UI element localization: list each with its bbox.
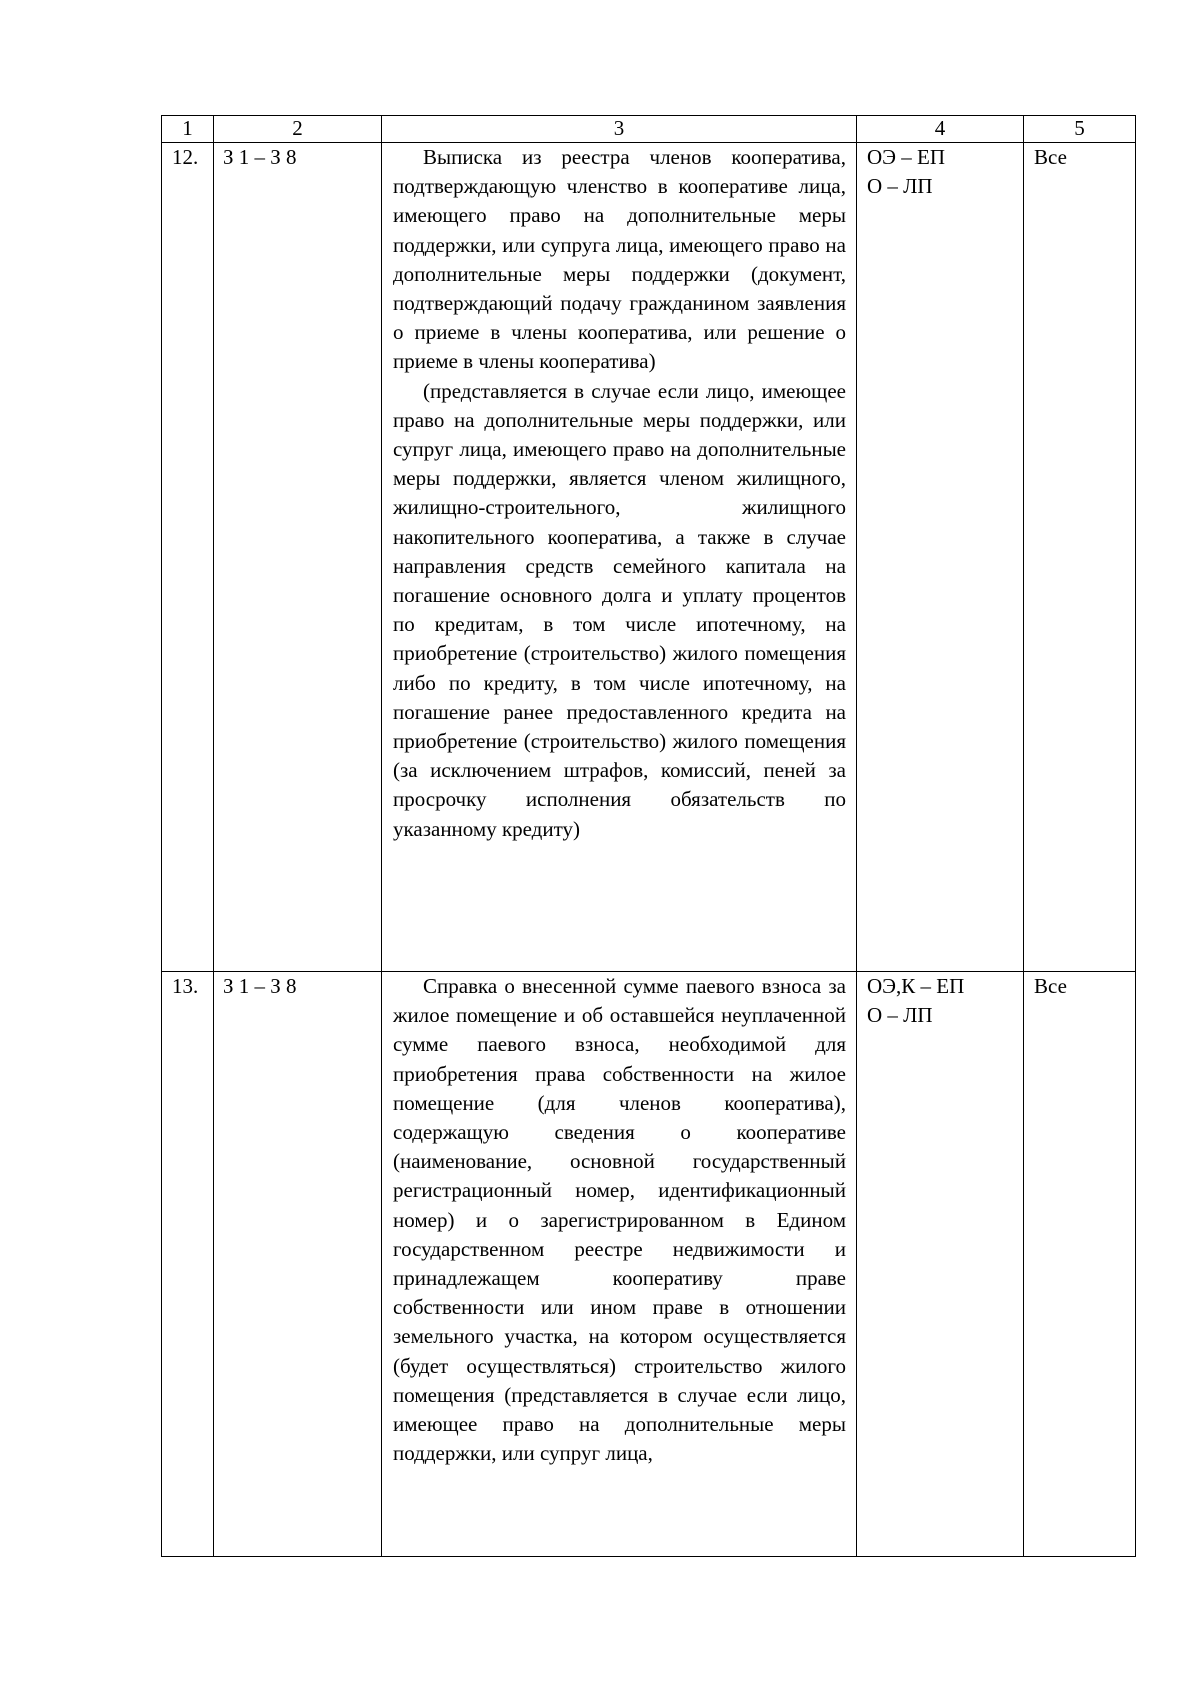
- requirement-code: З 1 – З 8: [214, 972, 382, 1557]
- submission-method: [857, 972, 1024, 1557]
- row-number: 12.: [162, 143, 214, 972]
- header-cell-3: 3: [382, 116, 857, 143]
- description-paragraph: Выписка из реестра членов кооператива, подтверждающую членство в кооперативе лица, имеющего право на дополнительные меры поддержки, или супруга лица, имеющего право на дополнительные меры поддержки (документ, подтверждающий подачу гражданином заявления о приеме в члены кооператива, или решение о приеме в члены кооператива): [393, 145, 846, 374]
- row-number: 13.: [162, 972, 214, 1557]
- submission-method: [857, 143, 1024, 972]
- table-row: [162, 972, 1136, 1557]
- description-paragraph: (представляется в случае если лицо, имеющее право на дополнительные меры поддержки, или супруг лица, имеющего право на дополнительные меры поддержки, является членом жилищного, жилищно-строительного, жилищного накопительного кооператива, а также в случае направления средств семейного капитала на погашение основного долга и уплату процентов по кредитам, в том числе ипотечному, на приобретение (строительство) жилого помещения либо по кредиту, в том числе ипотечному, на погашение ранее предоставленного кредита на приобретение (строительство) жилого помещения (за исключением штрафов, комиссий, пеней за просрочку исполнения обязательств по указанному кредиту): [393, 378, 846, 841]
- submission-method-line: ОЭ – ЕП: [867, 145, 946, 169]
- description-paragraph: Справка о внесенной сумме паевого взноса за жилое помещение и об оставшейся неуплаченной сумме паевого взноса, необходимой для приобретения права собственности на жилое помещение (для членов кооператива), содержащую сведения о кооперативе (наименование, основной государственный регистрационный номер, идентификационный номер) и о зарегистрированном в Едином государственном реестре недвижимости и принадлежащем кооперативу праве собственности или ином праве в отношении земельного участка, на котором осуществляется (будет осуществляться) строительство жилого помещения (представляется в случае если лицо, имеющее право на дополнительные меры поддержки, или супруг лица,: [393, 974, 846, 1466]
- requirement-code: З 1 – З 8: [214, 143, 382, 972]
- header-cell-4: 4: [857, 116, 1024, 143]
- submission-method-line: ОЭ,К – ЕП: [867, 974, 965, 998]
- document-table: [161, 115, 1136, 1557]
- applicability: Все: [1024, 972, 1136, 1557]
- table-header-row: [162, 116, 1136, 143]
- submission-method-line: О – ЛП: [867, 174, 933, 199]
- header-cell-2: 2: [214, 116, 382, 143]
- table-row: [162, 143, 1136, 972]
- document-description: [382, 143, 857, 972]
- header-cell-1: 1: [162, 116, 214, 143]
- header-cell-5: 5: [1024, 116, 1136, 143]
- submission-method-line: О – ЛП: [867, 1003, 933, 1028]
- applicability: Все: [1024, 143, 1136, 972]
- document-description: [382, 972, 857, 1557]
